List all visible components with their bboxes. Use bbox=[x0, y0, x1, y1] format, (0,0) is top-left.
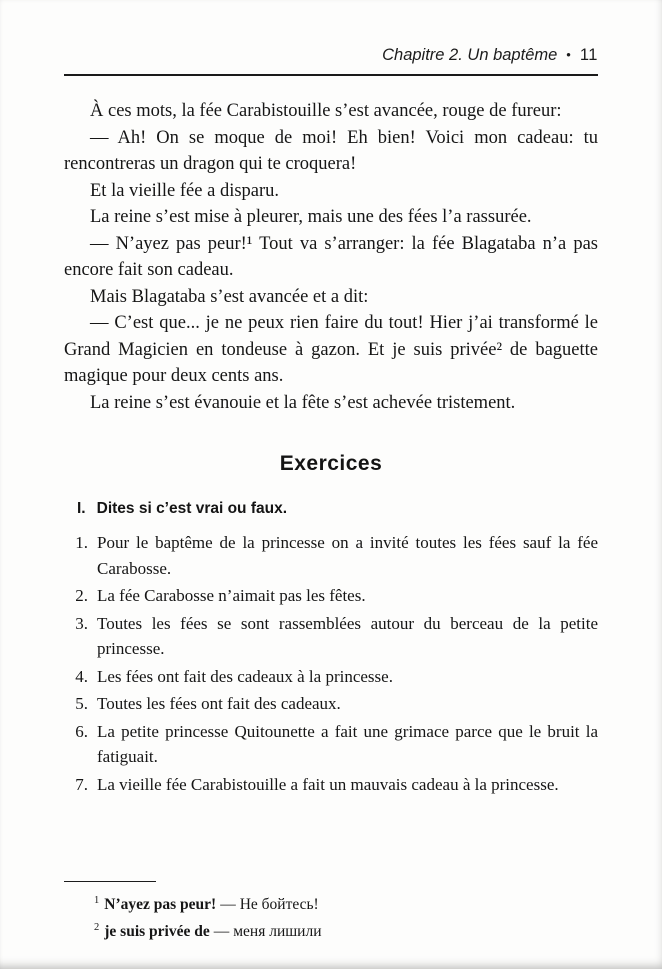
story-paragraph: — N’ayez pas peur!¹ Tout va s’arranger: la fée Blagataba n’a pas encore fait son cadeau. bbox=[64, 233, 598, 280]
story-paragraph: La reine s’est évanouie et la fête s’est achevée tristement. bbox=[90, 392, 516, 413]
story-paragraph: À ces mots, la fée Carabistouille s’est avancée, rouge de fureur: bbox=[90, 101, 562, 121]
exercise-item-text: Les fées ont fait des cadeaux à la princesse. bbox=[97, 666, 393, 686]
footnotes bbox=[64, 881, 598, 943]
exercise-item bbox=[64, 583, 598, 609]
exercise-item-text: La fée Carabosse n’aimait pas les fêtes. bbox=[97, 586, 366, 605]
running-head bbox=[64, 46, 598, 65]
exercise-item-number: 7. bbox=[75, 774, 88, 794]
exercise-item bbox=[64, 772, 598, 798]
exercise-item-text: Pour le baptême de la princesse on a invité toutes les fées sauf la fée Carabosse. bbox=[97, 533, 598, 578]
footnote-translation: Не бойтесь! bbox=[239, 895, 319, 913]
footnote-number: 2 bbox=[94, 921, 100, 933]
exercise-section-label bbox=[64, 500, 598, 518]
exercise-item-number: 3. bbox=[75, 613, 88, 633]
footnote-number: 1 bbox=[94, 894, 100, 906]
footnote-translation: меня лишили bbox=[233, 923, 322, 940]
exercise-item bbox=[64, 530, 598, 581]
exercise-list bbox=[64, 530, 598, 797]
story-paragraph: Mais Blagataba s’est avancée et a dit: bbox=[90, 286, 369, 307]
exercise-item-text: Toutes les fées se sont rassemblées autour du berceau de la petite princesse. bbox=[97, 613, 598, 658]
running-head-chapter: Chapitre 2. Un baptême bbox=[382, 46, 558, 64]
exercise-item-text: Toutes les fées ont fait des cadeaux. bbox=[97, 694, 341, 713]
exercise-item-number: 6. bbox=[75, 721, 88, 741]
running-head-separator: • bbox=[566, 47, 571, 62]
page-number: 11 bbox=[579, 46, 598, 64]
exercise-item bbox=[64, 611, 598, 662]
footnote bbox=[64, 916, 598, 943]
exercise-item-text: La vieille fée Carabistouille a fait un mauvais cadeau à la princesse. bbox=[97, 774, 559, 794]
story-paragraph: — Ah! On se moque de moi! Eh bien! Voici mon cadeau: tu rencontreras un dragon qui te croquera! bbox=[64, 127, 598, 174]
exercise-item bbox=[64, 691, 598, 717]
header-rule bbox=[64, 74, 598, 76]
section-number: I. bbox=[77, 500, 86, 517]
exercises-heading: Exercices bbox=[279, 452, 383, 475]
footnote-rule bbox=[64, 881, 156, 882]
exercise-item-number: 5. bbox=[75, 694, 88, 713]
exercise-item-number: 1. bbox=[75, 533, 88, 552]
exercise-item-number: 2. bbox=[75, 586, 88, 605]
exercise-item-number: 4. bbox=[75, 666, 88, 686]
footnote bbox=[64, 889, 598, 916]
story-text bbox=[64, 98, 598, 416]
footnote-term: je suis privée de bbox=[104, 923, 210, 940]
footnote-dash: — bbox=[220, 895, 236, 913]
story-paragraph: La reine s’est mise à pleurer, mais une des fées l’a rassurée. bbox=[90, 207, 532, 227]
story-paragraph: — C’est que... je ne peux rien faire du tout! Hier j’ai transformé le Grand Magicien en tondeuse à gazon. Et je suis privée² de baguette magique pour deux cents ans. bbox=[64, 313, 598, 386]
story-paragraph: Et la vieille fée a disparu. bbox=[90, 180, 280, 201]
exercise-item bbox=[64, 664, 598, 690]
footnote-dash: — bbox=[213, 923, 230, 940]
exercise-item-text: La petite princesse Quitounette a fait une grimace parce que le bruit la fatiguait. bbox=[97, 721, 598, 766]
section-title: Dites si c’est vrai ou faux. bbox=[96, 500, 288, 517]
page-header bbox=[64, 46, 598, 76]
footnote-term: N’ayez pas peur! bbox=[104, 895, 217, 913]
exercise-item bbox=[64, 719, 598, 770]
